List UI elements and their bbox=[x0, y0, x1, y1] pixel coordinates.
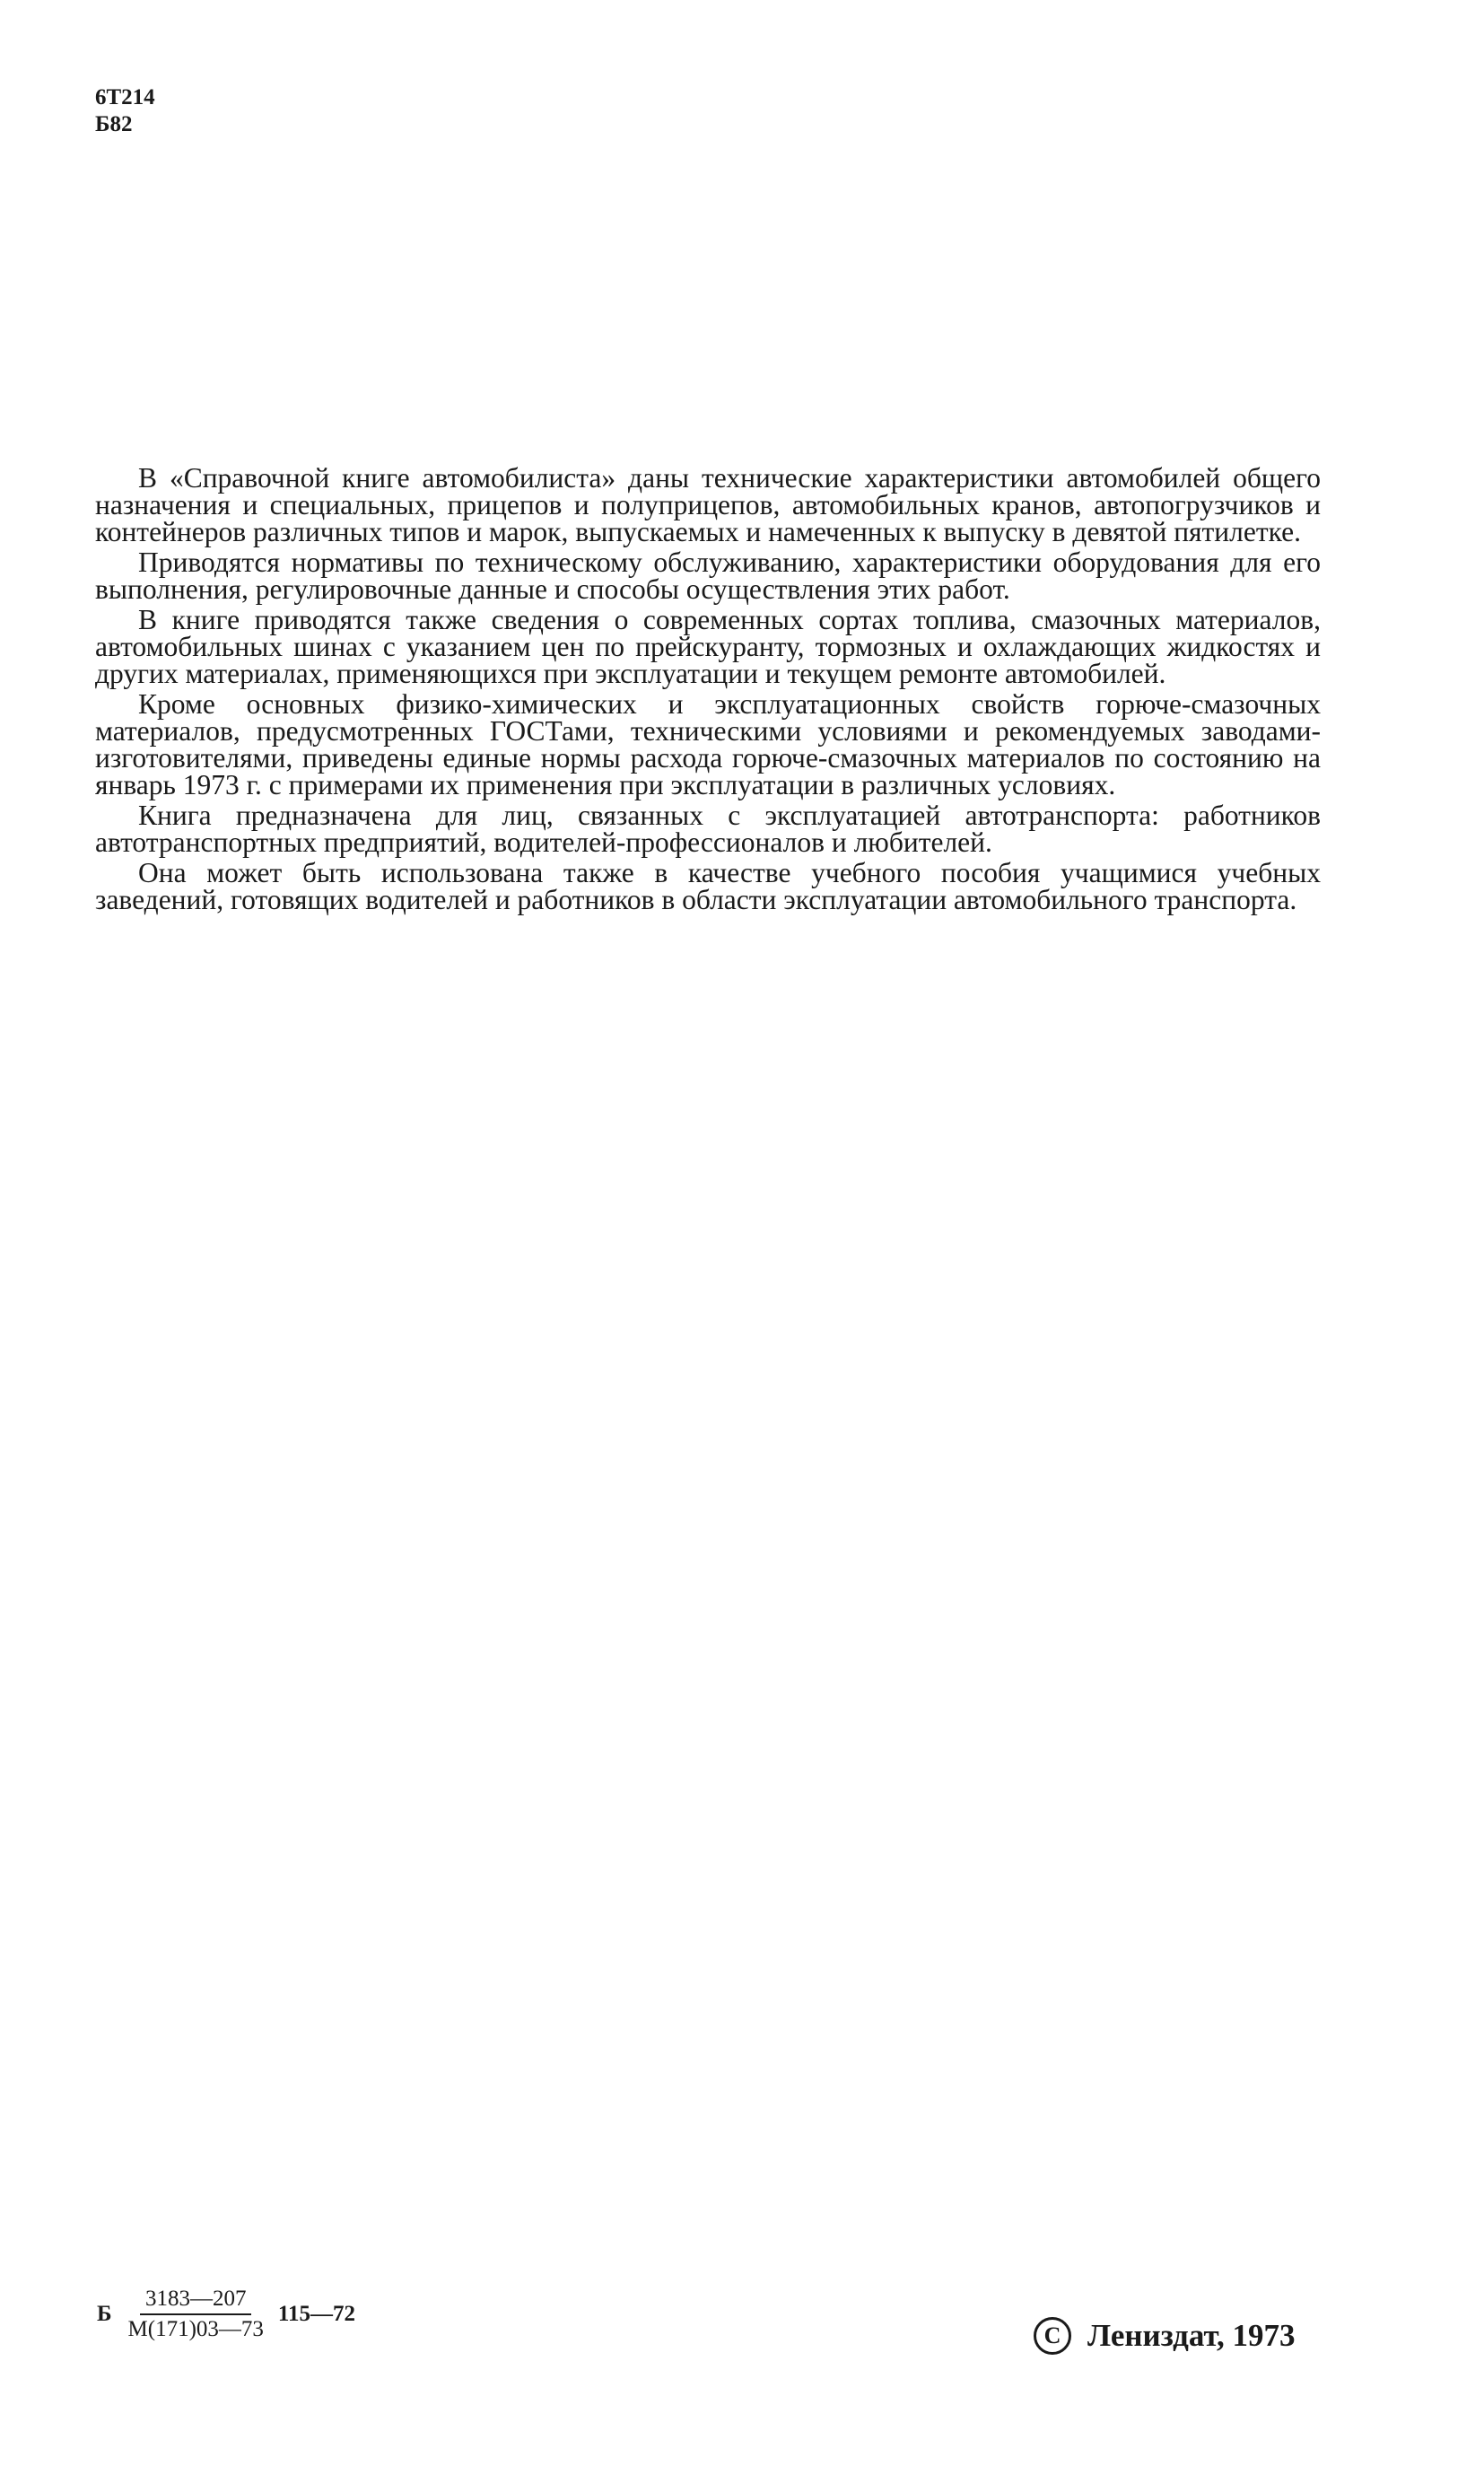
book-annotation bbox=[95, 462, 1321, 917]
fraction-denominator: М(171)03—73 bbox=[127, 2317, 264, 2341]
copyright-icon: C bbox=[1034, 2317, 1071, 2355]
classification-letter: Б bbox=[97, 2302, 112, 2326]
fraction-numerator: 3183—207 bbox=[140, 2287, 252, 2315]
annotation-paragraph: Кроме основных физико-химических и эксплуатационных свойств горюче-смазочных материалов, предусмотренных ГОСТами, техническими условиями и рекомендуемых заводами-изготовителями, приведены единые нормы расхода горюче-смазочных материалов по состоянию на январь 1973 г. с примерами их применения при эксплуатации в различных условиях. bbox=[95, 688, 1321, 800]
annotation-paragraph: Она может быть использована также в качестве учебного пособия учащимися учебных заведений, готовящих водителей и работников в области эксплуатации автомобильного транспорта. bbox=[95, 857, 1321, 915]
index-code: 6Т214 bbox=[95, 85, 155, 109]
library-index bbox=[95, 84, 155, 138]
classification-code bbox=[97, 2287, 355, 2342]
copyright-notice bbox=[1034, 2317, 1296, 2355]
annotation-paragraph: В книге приводятся также сведения о современных сортах топлива, смазочных материалов, автомобильных шинах с указанием цен по прейскуранту, тормозных и охлаждающих жидкостях и других материалах, применяющихся при эксплуатации и текущем ремонте автомобилей. bbox=[95, 604, 1321, 689]
annotation-paragraph: В «Справочной книге автомобилиста» даны технические характеристики автомобилей общего назначения и специальных, прицепов и полуприцепов, автомобильных кранов, автопогрузчиков и контейнеров различных типов и марок, выпускаемых и намеченных к выпуску в девятой пятилетке. bbox=[95, 462, 1321, 547]
classification-tail: 115—72 bbox=[277, 2302, 356, 2326]
annotation-paragraph: Книга предназначена для лиц, связанных с эксплуатацией автотранспорта: работников автотранспортных предприятий, водителей-профессионалов и любителей. bbox=[95, 800, 1321, 858]
annotation-paragraph: Приводятся нормативы по техническому обслуживанию, характеристики оборудования для его выполнения, регулировочные данные и способы осуществления этих работ. bbox=[95, 547, 1321, 605]
author-mark: Б82 bbox=[95, 112, 133, 136]
classification-fraction bbox=[123, 2287, 269, 2342]
publisher-year: Лениздат, 1973 bbox=[1087, 2318, 1296, 2353]
